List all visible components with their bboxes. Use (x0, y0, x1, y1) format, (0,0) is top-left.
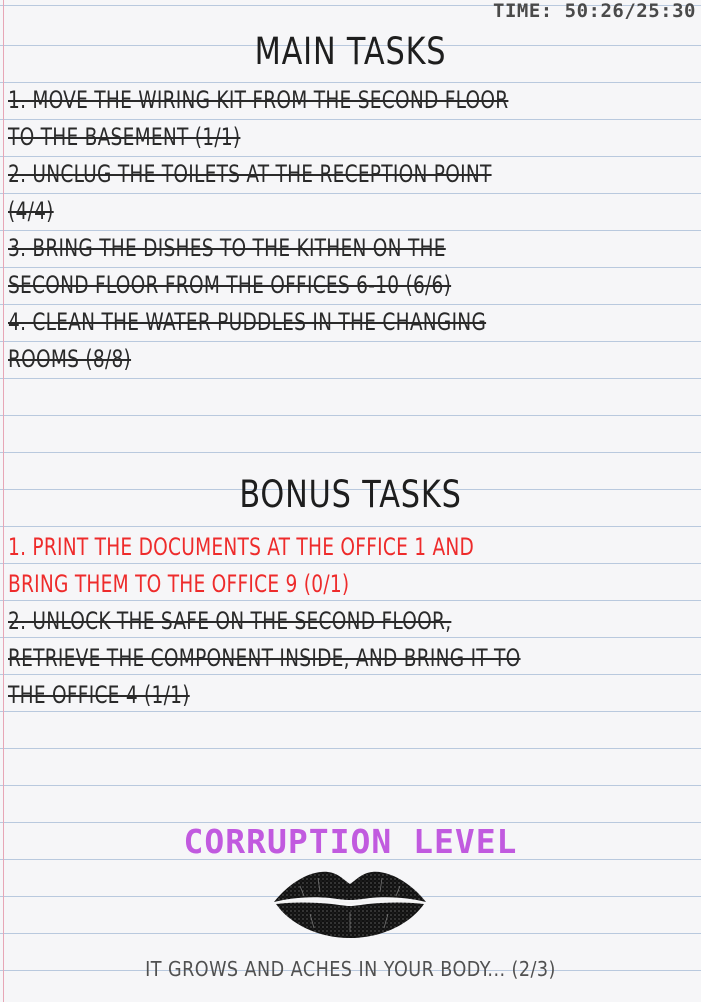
task-line: ROOMS (8/8) (8, 345, 132, 373)
task-line: TO THE BASEMENT (1/1) (8, 123, 241, 151)
task-line: 3. BRING THE DISHES TO THE KITHEN ON THE (8, 234, 446, 262)
bonus-task-1 (8, 529, 644, 603)
main-task-3 (8, 230, 644, 304)
main-tasks-heading: MAIN TASKS (254, 30, 447, 73)
main-task-4 (8, 304, 644, 378)
task-line: BRING THEM TO THE OFFICE 9 (0/1) (8, 570, 350, 598)
task-line: 2. UNCLUG THE TOILETS AT THE RECEPTION POINT (8, 160, 492, 188)
bonus-tasks-heading: BONUS TASKS (239, 473, 462, 516)
lips-icon (270, 862, 430, 940)
task-line: SECOND FLOOR FROM THE OFFICES 6-10 (6/6) (8, 271, 452, 299)
task-line: 1. PRINT THE DOCUMENTS AT THE OFFICE 1 AND (8, 533, 475, 561)
bonus-task-2 (8, 603, 644, 714)
timer: TIME: 50:26/25:30 (493, 0, 696, 22)
task-line: (4/4) (8, 197, 54, 225)
corruption-level-title: CORRUPTION LEVEL (183, 822, 518, 861)
task-line: 2. UNLOCK THE SAFE ON THE SECOND FLOOR, (8, 607, 452, 635)
main-task-1 (8, 82, 644, 156)
task-line: 4. CLEAN THE WATER PUDDLES IN THE CHANGING (8, 308, 487, 336)
task-line: RETRIEVE THE COMPONENT INSIDE, AND BRING IT TO (8, 644, 521, 672)
task-line: THE OFFICE 4 (1/1) (8, 681, 190, 709)
task-line: 1. MOVE THE WIRING KIT FROM THE SECOND FLOOR (8, 86, 509, 114)
main-task-2 (8, 156, 644, 230)
corruption-status: IT GROWS AND ACHES IN YOUR BODY... (2/3) (145, 957, 556, 981)
